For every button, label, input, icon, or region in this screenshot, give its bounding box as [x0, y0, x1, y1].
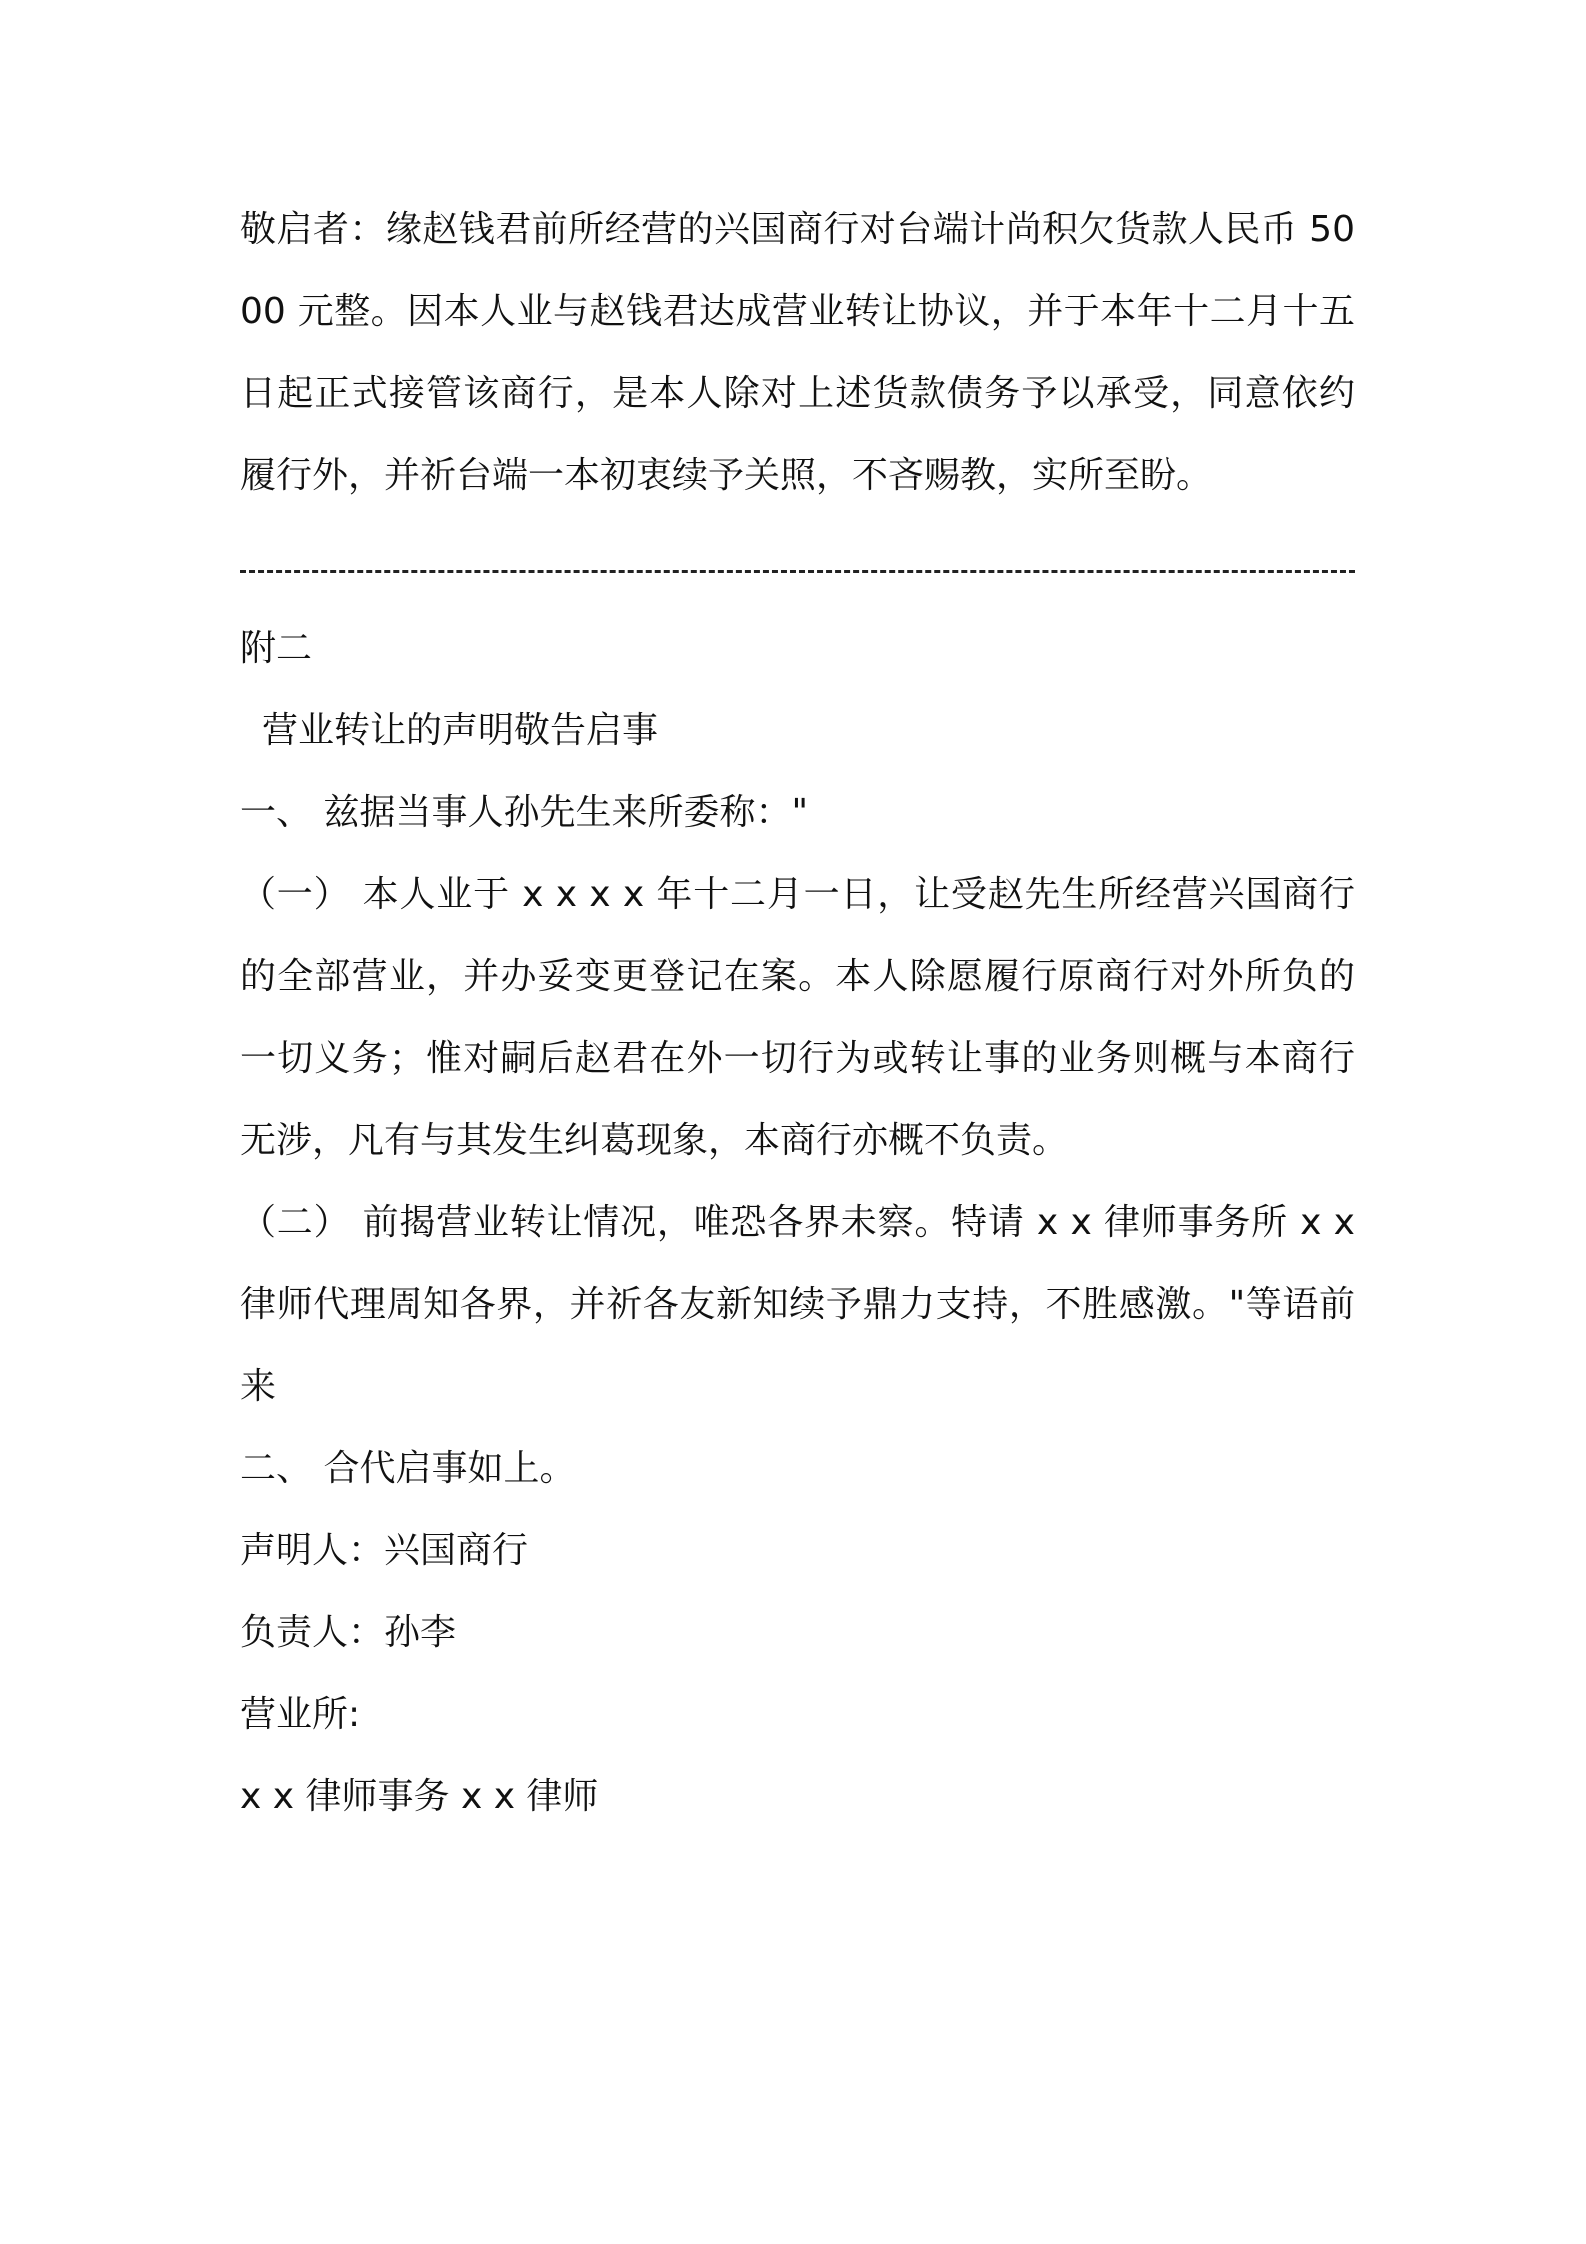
- notice-title: 营业转让的声明敬告启事: [262, 710, 659, 751]
- sub-item-one: （一） 本人业于 x x x x 年十二月一日，让受赵先生所经营兴国商行的全部营业，并办妥变更登记在案。本人除愿履行原商行对外所负的一切义务；惟对嗣后赵君在外一切行为或转让事的业务则概与本商行无涉，凡有与其发生纠葛现象，本商行亦概不负责。: [240, 874, 1355, 1161]
- section-1: [240, 189, 1355, 517]
- law-firm-line: x x 律师事务 x x 律师: [240, 1776, 599, 1817]
- dashed-divider: [240, 570, 1355, 573]
- opening-paragraph: 敬启者：缘赵钱君前所经营的兴国商行对台端计尚积欠货款人民币 5000 元整。因本人业与赵钱君达成营业转让协议，并于本年十二月十五日起正式接管该商行，是本人除对上述货款债务予以承受，同意依约履行外，并祈台端一本初衷续予关照，不吝赐教，实所至盼。: [240, 209, 1355, 496]
- section-2: [240, 608, 1355, 1838]
- responsible-person-line: 负责人：孙李: [240, 1612, 457, 1653]
- item-two: 二、 合代启事如上。: [240, 1448, 576, 1489]
- appendix-heading: 附二: [240, 628, 313, 669]
- business-office-line: 营业所:: [240, 1694, 361, 1735]
- sub-item-two: （二） 前揭营业转让情况，唯恐各界未察。特请 x x 律师事务所 x x 律师代理周知各界，并祈各友新知续予鼎力支持，不胜感激。"等语前来: [240, 1202, 1355, 1407]
- item-one: 一、 兹据当事人孙先生来所委称：": [240, 792, 809, 833]
- declarant-line: 声明人：兴国商行: [240, 1530, 529, 1571]
